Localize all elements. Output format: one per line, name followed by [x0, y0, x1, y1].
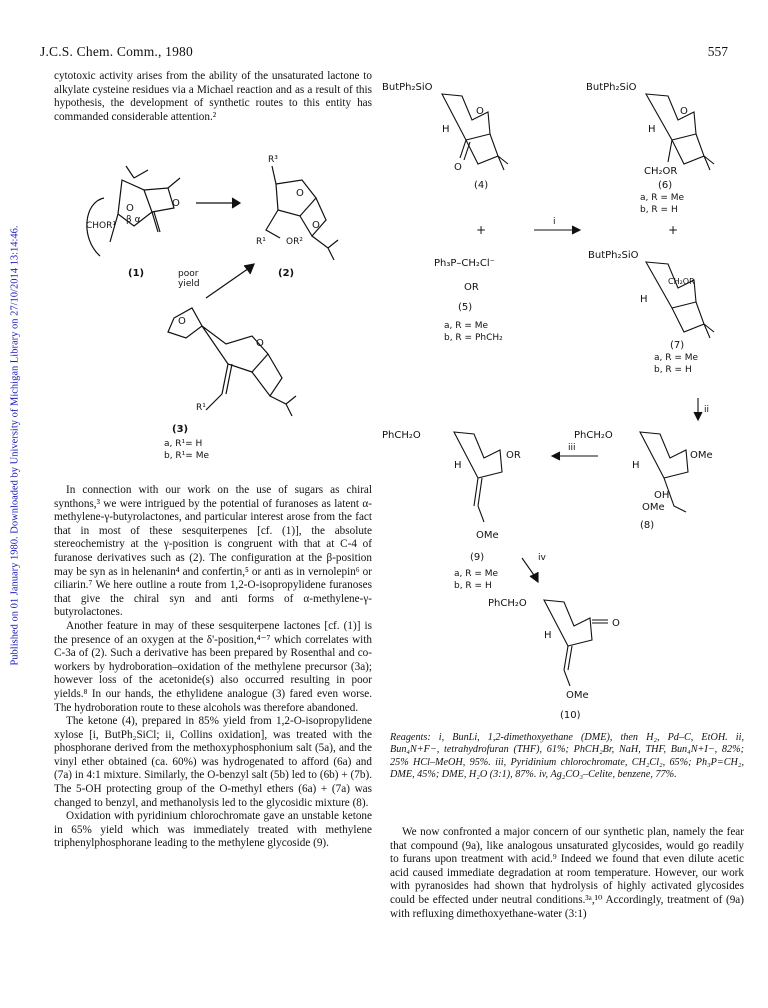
tbs-label-7: ButPh₂SiO	[588, 250, 639, 261]
plus-sign: +	[668, 223, 679, 237]
compound-5-label: (5)	[458, 302, 473, 313]
paragraph: Another feature in may of these sesquiterpene lactones [cf. (1)] is the presence of an oxygen at the δ'-position,⁴⁻⁷ which correlates with C-3a of (2). Such a derivative has been prepared by Rosenthal and co-workers by hydroboration–oxidation of the methylene precursor (3a); however loss of the acetonide(s) also occurred resulting in poor yields.⁸ In our hands, the ethylidene analogue (3) fared even worse. The hydroboration route to these alcohols was therefore abandoned.	[54, 619, 372, 714]
compound-4-label: (4)	[474, 180, 489, 191]
reagents-caption	[390, 732, 744, 782]
o-label: O	[454, 162, 462, 173]
reaction-scheme	[378, 66, 758, 726]
compound-5a-label: a, R = Me	[444, 321, 489, 331]
ylide-label: Ph₃P–CH₂Cl⁻	[434, 258, 495, 269]
paragraph: The ketone (4), prepared in 85% yield from 1,2-O-isopropylidene xylose [i, ButPh₂SiCl; ii, Collins oxidation], was treated with the phosphorane derived from the methoxyphosphonium salt (5a), and the vinyl ether obtained (ca. 60%) was hydrogenated to afford (6a) and (7a) in 4:1 mixture. Similarly, the O-benzyl salt (5b) led to (6b) + (7b). The 5-OH protecting group of the O-methyl ethers (6a) + (7a) was changed to benzyl, and methanolysis led to the glycosidic mixture (8).	[54, 715, 372, 809]
bn-label-9: PhCH₂O	[382, 430, 421, 441]
bn-label-10: PhCH₂O	[488, 598, 527, 609]
compound-10-label: (10)	[560, 710, 581, 721]
ome-label-8b: OMe	[642, 502, 665, 513]
svg-text:O: O	[126, 203, 134, 214]
h-label: H	[648, 124, 656, 135]
or-label-9: OR	[506, 450, 521, 461]
compound-7a-label: a, R = Me	[654, 353, 699, 363]
paragraph: Oxidation with pyridinium chlorochromate gave an unstable ketone in 65% yield which was immediately treated with methylene triphenylphosphorane leading to the methylene glycoside (9).	[54, 810, 372, 850]
plus-sign: +	[476, 223, 487, 237]
chor-label: CHOR¹	[86, 221, 116, 231]
ome-label-9: OMe	[476, 530, 499, 541]
compound-6-label: (6)	[658, 180, 673, 191]
or2-label: OR²	[286, 237, 303, 247]
structure-figure	[56, 148, 374, 468]
r3-label: R³	[268, 155, 278, 165]
compound-6b-label: b, R = H	[640, 205, 678, 215]
ch2or-label: CH₂OR	[644, 166, 678, 177]
paragraph: In connection with our work on the use of sugars as chiral synthons,³ we were intrigued by the potential of furanoses as latent α-methylene-γ-butyrolactones, and particular interest arose from the fact that in most of these sesquiterpenes [cf. (1)], the absolute stereochemistry at the γ-position is congruent with that at C-4 of furanose derivatives such as (2). The configuration at the β-position may be syn as in helenanin⁴ and confertin,⁵ or anti as in vernolepin⁶ or ciliarin.⁷ We here outline a route from 1,2-O-isopropylidene furanoses that give the chiral syn and anti forms of α-methylene-γ-butyrolactones.	[54, 484, 372, 619]
svg-text:O: O	[172, 198, 180, 209]
paragraph: cytotoxic activity arises from the ability of the unsaturated lactone to alkylate cysteine residues via a Michael reaction and as a result of this hypothesis, the development of synthetic routes to this entity has commanded considerable attention.²	[54, 70, 372, 123]
running-header: J.C.S. Chem. Comm., 1980	[40, 44, 193, 59]
h-label: H	[544, 630, 552, 641]
h-label: H	[632, 460, 640, 471]
yield-label: yield	[178, 279, 200, 289]
o-label: O	[476, 106, 484, 117]
o-label: O	[680, 106, 688, 117]
h-label: H	[454, 460, 462, 471]
step-i-label: i	[553, 217, 556, 227]
paragraph: We now confronted a major concern of our synthetic plan, namely the fear that compound (9a), like analogous unsaturated glycosides, would go readily to furans upon treatment with acid.⁹ Indeed we found that even dilute acetic acid caused immediate degradation at room temperature. However, our work with pyranosides had shown that hydrolysis of highly activated glycosides could be effected under neutral conditions.³ᵃ,¹⁰ Accordingly, treatment of (9a) with refluxing dimethoxyethane-water (3:1)	[390, 826, 744, 920]
step-iv-label: iv	[538, 553, 546, 563]
h-label: H	[640, 294, 648, 305]
compound-3-label: (3)	[172, 424, 189, 435]
compound-7b-label: b, R = H	[654, 365, 692, 375]
compound-3a-label: a, R¹= H	[164, 439, 203, 449]
step-iii-label: iii	[568, 443, 576, 453]
column-left-top	[54, 70, 372, 124]
column-right-body	[390, 826, 744, 921]
compound-5b-label: b, R = PhCH₂	[444, 333, 503, 343]
poor-label: poor	[178, 269, 199, 279]
compound-9b-label: b, R = H	[454, 581, 492, 591]
svg-text:O: O	[296, 188, 304, 199]
r1-label: R¹	[256, 237, 266, 247]
tbs-label-6: ButPh₂SiO	[586, 82, 637, 93]
download-notice[interactable]: Published on 01 January 1980. Downloaded by University of Michigan Library on 27/10/2014 13:14:46.	[9, 225, 21, 666]
ch2or-label-7: CH₂OR	[668, 277, 695, 286]
oh-label: OH	[654, 490, 670, 501]
svg-text:O: O	[312, 220, 320, 231]
svg-text:β α: β α	[126, 215, 141, 225]
compound-6a-label: a, R = Me	[640, 193, 685, 203]
r1b-label: R¹	[196, 403, 206, 413]
column-left-body	[54, 484, 372, 851]
compound-7-label: (7)	[670, 340, 685, 351]
svg-text:O: O	[256, 338, 264, 349]
ylide-or-label: OR	[464, 282, 479, 293]
reagents-text: Reagents: i, BunLi, 1,2-dimethoxyethane (DME), then H₂, Pd–C, EtOH. ii, Bun₄N+F−, tetrahydrofuran (THF), 61%; PhCH₂Br, NaH, THF, Bun₄N+I−, 82%; 25% HCl–MeOH, 95%. iii, Pyridinium chlorochromate, CH₂Cl₂, 65%; Ph₃P=CH₂, DME, 45%; DME, H₂O (3:1), 87%. iv, Ag₂CO₃–Celite, benzene, 77%.	[390, 732, 744, 781]
compound-3b-label: b, R¹= Me	[164, 451, 209, 461]
ome-label-8: OMe	[690, 450, 713, 461]
svg-text:O: O	[178, 316, 186, 327]
compound-1-label: (1)	[128, 268, 145, 279]
h-label: H	[442, 124, 450, 135]
compound-8-label: (8)	[640, 520, 655, 531]
compound-9-label: (9)	[470, 552, 485, 563]
step-ii-label: ii	[704, 405, 710, 415]
o-label: O	[612, 618, 620, 629]
bn-label-8: PhCH₂O	[574, 430, 613, 441]
tbs-label-4: ButPh₂SiO	[382, 82, 433, 93]
ome-label-10: OMe	[566, 690, 589, 701]
page-number: 557	[707, 44, 728, 59]
compound-9a-label: a, R = Me	[454, 569, 499, 579]
compound-2-label: (2)	[278, 268, 295, 279]
